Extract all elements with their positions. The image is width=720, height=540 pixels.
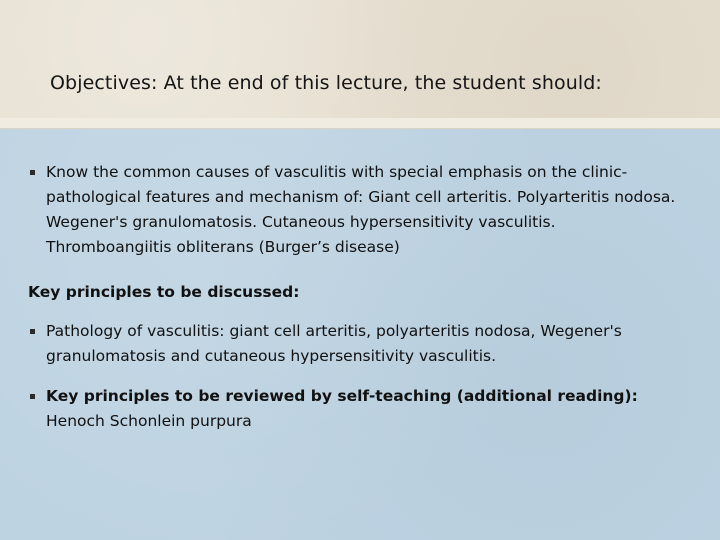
bullet-text: Know the common causes of vasculitis with special emphasis on the clinic-pathological features and mechanism of: Giant cell arteritis. Polyarteritis nodosa. Wegener's granulomatosis. Cutaneous hypersensitivity vasculitis. Thromboangiitis obliterans (Burger’s disease)	[46, 163, 676, 256]
header-band	[0, 0, 720, 118]
bullet-text: Henoch Schonlein purpura	[46, 412, 252, 430]
bullet-item-self-teaching	[28, 384, 683, 434]
square-bullet-icon	[30, 329, 35, 334]
slide-content	[28, 160, 683, 434]
bullet-item-causes	[28, 160, 683, 260]
bullet-item-pathology	[28, 319, 683, 369]
square-bullet-icon	[30, 170, 35, 175]
key-principles-heading: Key principles to be discussed:	[28, 283, 300, 301]
header-divider	[0, 118, 720, 129]
bullet-text-bold: Key principles to be reviewed by self-teaching (additional reading):	[46, 387, 638, 405]
spacer	[28, 369, 683, 384]
slide-title: Objectives: At the end of this lecture, the student should:	[50, 72, 602, 94]
bullet-text: Pathology of vasculitis: giant cell arteritis, polyarteritis nodosa, Wegener's granulomatosis and cutaneous hypersensitivity vasculitis.	[46, 322, 622, 365]
square-bullet-icon	[30, 394, 35, 399]
